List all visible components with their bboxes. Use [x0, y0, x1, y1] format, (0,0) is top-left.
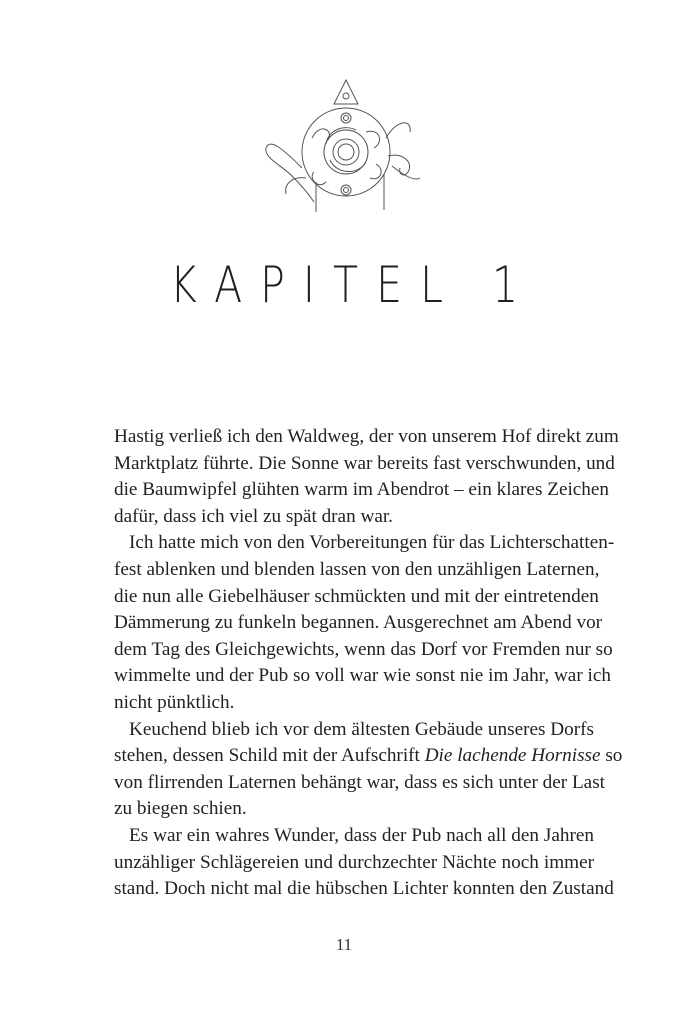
paragraph-4	[114, 823, 614, 903]
text-line: von flirrenden Laternen behängt war, dass es sich unter der Last	[114, 771, 605, 793]
pub-name-italic: Die lachende Hornisse	[424, 745, 601, 767]
text-line: Hastig verließ ich den Waldweg, der von unserem Hof direkt zum	[114, 426, 619, 447]
text-line: unzähliger Schlägereien und durchzechter Nächte noch immer	[114, 851, 594, 873]
text-line: dem Tag des Gleichgewichts, wenn das Dorf vor Fremden nur so	[114, 638, 613, 660]
text-segment: stehen, dessen Schild mit der Aufschrift	[114, 745, 425, 767]
paragraph-3	[114, 717, 623, 823]
text-segment: so	[600, 745, 623, 767]
text-line: Marktplatz führte. Die Sonne war bereits fast verschwunden, und	[114, 452, 615, 474]
page-number: 11	[335, 935, 353, 954]
text-line: stand. Doch nicht mal die hübschen Lichter konnten den Zustand	[114, 878, 614, 900]
text-line: die Baumwipfel glühten warm im Abendrot – ein klares Zeichen	[114, 479, 610, 501]
text-line: Keuchend blieb ich vor dem ältesten Gebäude unseres Dorfs	[129, 718, 594, 740]
text-line: fest ablenken und blenden lassen von den unzähligen Laternen,	[114, 558, 600, 580]
paragraph-1	[114, 424, 619, 530]
text-line: dafür, dass ich viel zu spät dran war.	[114, 505, 393, 527]
text-line: nicht pünktlich.	[114, 691, 235, 713]
paragraph-2	[114, 530, 615, 716]
chapter-ornament-icon	[262, 78, 430, 218]
text-line: Ich hatte mich von den Vorbereitungen für das Lichterschatten-	[129, 532, 615, 554]
chapter-title: KAPITEL 1	[169, 256, 537, 314]
text-line: Dämmerung zu funkeln begannen. Ausgerechnet am Abend vor	[114, 612, 603, 634]
text-line: Es war ein wahres Wunder, dass der Pub nach all den Jahren	[129, 824, 594, 846]
text-line: die nun alle Giebelhäuser schmückten und mit der eintretenden	[114, 585, 599, 607]
text-line: wimmelte und der Pub so voll war wie sonst nie im Jahr, war ich	[114, 665, 611, 687]
chapter-body-text	[114, 424, 623, 903]
text-line: zu biegen schien.	[114, 798, 247, 820]
text-line	[114, 743, 623, 770]
